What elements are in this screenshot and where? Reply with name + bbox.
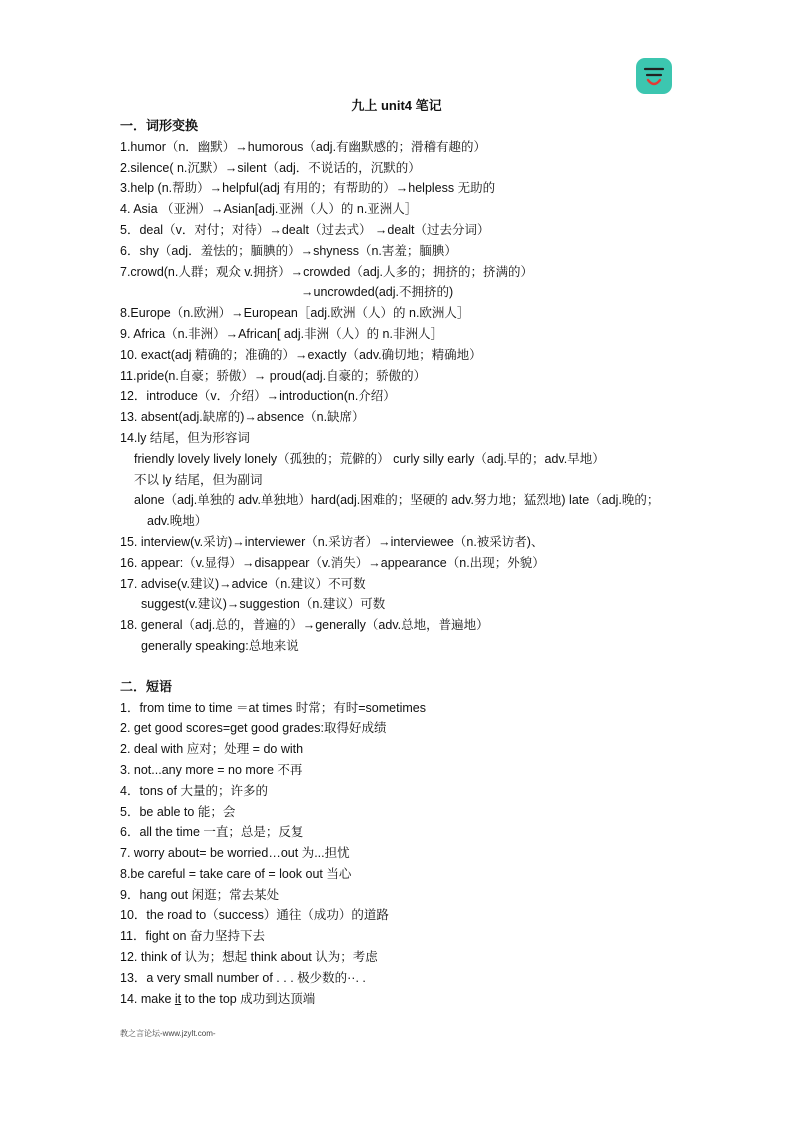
list-item: 9. Africa（n.非洲）→African[ adj.非洲（人）的 n.非洲人］ — [120, 326, 443, 341]
list-item: 14.ly 结尾，但为形容词 — [120, 430, 250, 445]
list-item-continuation: →uncrowded(adj.不拥挤的) — [301, 285, 454, 300]
ly-adjectives: friendly lovely lively lonely（孤独的；荒僻的） curly silly early（adj.早的；adv.早地） — [134, 451, 605, 466]
list-item: 2.silence( n.沉默）→silent（adj．不说话的，沉默的） — [120, 160, 421, 175]
list-item: 3.help (n.帮助）→helpful(adj 有用的；有帮助的）→helpless 无助的 — [120, 181, 496, 196]
phrase-item: 11．fight on 奋力坚持下去 — [120, 929, 265, 944]
list-item: 11.pride(n.自豪；骄傲）→ proud(adj.自豪的；骄傲的） — [120, 368, 427, 383]
section-heading-word-forms: 一．词形变换 — [120, 118, 199, 133]
phrase-item: 7. worry about= be worried…out 为...担忧 — [120, 846, 350, 861]
phrase-item: 12. think of 认为；想起 think about 认为；考虑 — [120, 950, 378, 965]
list-item-sub: generally speaking:总地来说 — [141, 638, 299, 653]
phrase-item: 6．all the time 一直；总是；反复 — [120, 825, 304, 840]
phrase-item: 9．hang out 闲逛；常去某处 — [120, 887, 280, 902]
phrase-item: 2. deal with 应对；处理 = do with — [120, 742, 304, 757]
list-item-sub: suggest(v.建议)→suggestion（n.建议）可数 — [141, 597, 386, 612]
phrase-item: 4．tons of 大量的；许多的 — [120, 783, 268, 798]
list-item: 4. Asia （亚洲）→Asian[adj.亚洲（人）的 n.亚洲人］ — [120, 202, 418, 217]
phrase-item: 13．a very small number of . . . 极少数的··. . — [120, 970, 366, 985]
list-item: 5．deal（v．对付；对待）→dealt（过去式） →dealt（过去分词） — [120, 222, 490, 237]
section-heading-phrases: 二．短语 — [120, 678, 173, 694]
phrase-item: 2. get good scores=get good grades:取得好成绩 — [120, 721, 387, 736]
list-item: 1.humor（n．幽默）→humorous（adj.有幽默感的；滑稽有趣的） — [120, 139, 487, 154]
phrase-item: 3. not...any more = no more 不再 — [120, 762, 303, 777]
list-item: 17. advise(v.建议)→advice（n.建议）不可数 — [120, 576, 366, 591]
list-item: 15. interview(v.采访)→interviewer（n.采访者）→interviewee（n.被采访者)、 — [120, 534, 544, 549]
ly-adverbs-wrap — [120, 490, 680, 532]
phrase-item: 10．the road to（success）通往（成功）的道路 — [120, 908, 389, 923]
ly-adverbs: alone（adj.单独的 adv.单独地）hard(adj.困难的；坚硬的 adv.努力地；猛烈地) late（adj.晚的；adv.晚地） — [134, 493, 660, 529]
list-item: 13. absent(adj.缺席的)→absence（n.缺席） — [120, 410, 365, 425]
phrase-text: to the top 成功到达顶端 — [181, 991, 316, 1006]
ly-adverbs-note: 不以 ly 结尾，但为副词 — [134, 472, 263, 487]
footer-source: 教之言论坛-www.jzylt.com- — [120, 1029, 216, 1038]
notes-content — [120, 116, 680, 1009]
list-item: 8.Europe（n.欧洲）→European［adj.欧洲（人）的 n.欧洲人］ — [120, 306, 470, 321]
page-title: 九上 unit4 笔记 — [351, 98, 442, 113]
list-item: 16. appear:（v.显得）→disappear（v.消失）→appearance（n.出现；外貌） — [120, 555, 545, 570]
underlined-word: it — [174, 991, 182, 1006]
list-item: 6．shy（adj．羞怯的；腼腆的）→shyness（n.害羞；腼腆） — [120, 243, 457, 258]
logo-icon — [636, 58, 672, 94]
phrase-text: 14. make — [120, 991, 175, 1006]
phrase-item-last — [120, 989, 680, 1010]
list-item: 12．introduce（v．介绍）→introduction(n.介绍） — [120, 389, 396, 404]
list-item: 10. exact(adj 精确的；准确的）→exactly（adv.确切地；精确地） — [120, 347, 482, 362]
phrase-item: 5．be able to 能；会 — [120, 804, 236, 819]
list-item: 18. general（adj.总的，普遍的）→generally（adv.总地，普遍地） — [120, 618, 489, 633]
list-item: 7.crowd(n.人群；观众 v.拥挤）→crowded（adj.人多的；拥挤的；挤满的） — [120, 264, 534, 279]
phrase-item: 8.be careful = take care of = look out 当心 — [120, 866, 352, 881]
phrase-item: 1．from time to time ＝at times 时常；有时=sometimes — [120, 700, 426, 715]
